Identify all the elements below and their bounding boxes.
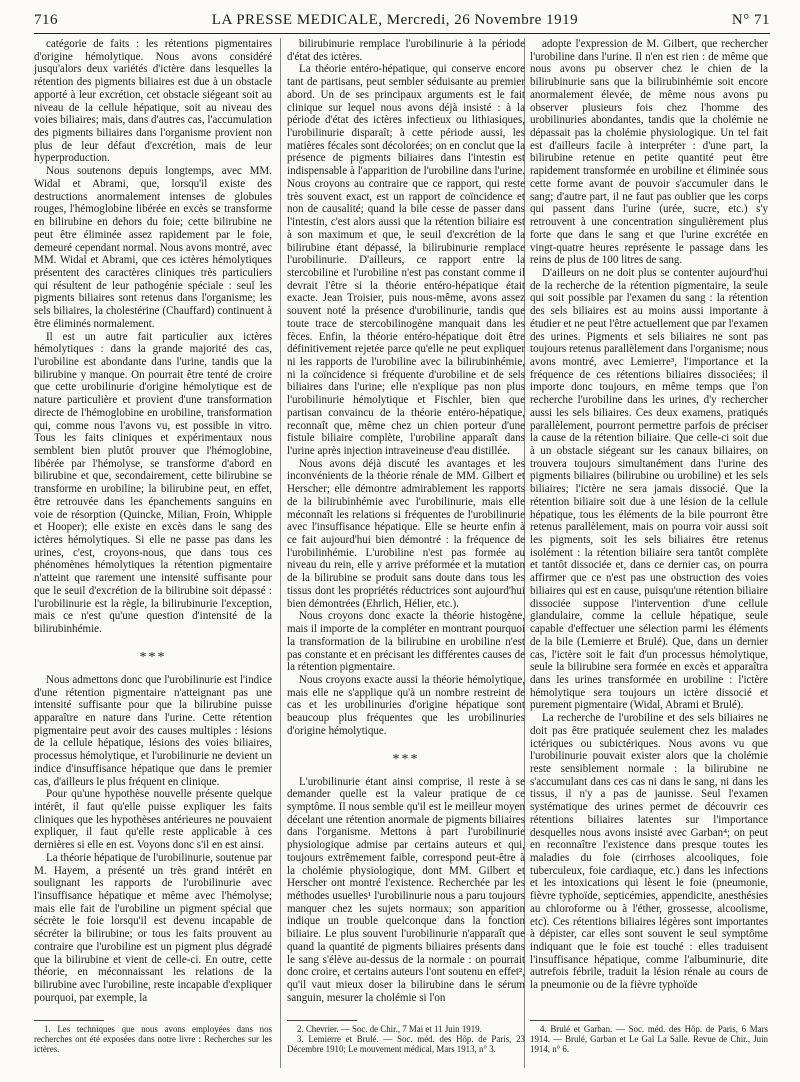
body-paragraph: Nous admettons donc que l'urobilinurie est l'indice d'une rétention pigmentaire n'atteignant pas une intensité suffisante pour que la bilirubine puisse apparaître en nature dans l'urine. Cette rétention pigmentaire peut avoir des causes multiples : lésions de la cellule hépatique, lésions des voies biliaires, processus hémolytique, et l'urobilinurie ne devient un indice d'insuffisance hépatique que dans le premier cas, d'ailleurs le plus fréquent en clinique. — [34, 673, 272, 788]
body-paragraph: L'urobilinurie étant ainsi comprise, il reste à se demander quelle est la valeur pratique de ce symptôme. Il nous semble qu'il est le meilleur moyen décelant une rétention anormale de pigments biliaires dans l'organisme. Mettons à part l'urobilinurie physiologique admise par certains auteurs et qui, toujours extrêmement faible, correspond peut-être à la cholémie physiologique, dont MM. Gilbert et Herscher ont montré l'existence. Recherchée par les méthodes usuelles¹ l'urobilinurie nous a paru toujours manquer chez les sujets normaux; son apparition indique un trouble quelconque dans la fonction biliaire. Le plus souvent l'urobilinurie n'apparaît que quand la quantité de pigments biliaires présents dans le sang s'élève au-dessus de la normale : on pourrait donc croire, et certains auteurs l'ont soutenu en effet², qu'il vaut mieux doser la bilirubine dans le sérum sanguin, mesurer la cholémie si l'on — [287, 775, 525, 1004]
body-paragraph: catégorie de faits : les rétentions pigmentaires d'origine hémolytique. Nous avons considéré jusqu'alors deux variétés d'ictère dans lesquelles la rétention des pigments biliaires est due à un obstacle apporté à leur excrétion, cet obstacle siégeant soit au niveau de la cellule hépatique, soit au niveau des voies biliaires; mais, dans d'autres cas, l'accumulation des pigments biliaires dans l'organisme provient non plus de leur défaut d'excrétion, mais de leur hyperproduction. — [34, 38, 272, 165]
body-paragraph: adopte l'expression de M. Gilbert, que rechercher l'urobiline dans l'urine. Il n'en est rien : de même que nous avons pu observer chez le chien de la bilirubinurie sans que la bilirubinhémie soit encore anormalement élevée, de même nous avons pu observer plusieurs fois chez l'homme des urobilinuries abondantes, tandis que la cholémie ne dépassait pas la cholémie physiologique. Un tel fait est d'ailleurs facile à interpréter : d'une part, la bilirubine retenue en petite quantité peut être rapidement transformée en urobiline et éliminée sous cette forme avant de pouvoir s'accumuler dans le sang; d'autre part, il ne faut pas oublier que les corps qui passent dans l'urine (urée, sucre, etc.) s'y retrouvent à une concentration singulièrement plus forte que dans le sang et que l'urine excrétée en vingt-quatre heures représente le passage dans les reins de plus de 100 litres de sang. — [530, 38, 768, 267]
column-1 — [34, 38, 272, 1004]
body-paragraph: Nous croyons exacte aussi la théorie hémolytique, mais elle ne s'applique qu'à un nombre restreint de cas et les urobilinuries d'origine hépatique sont beaucoup plus fréquentes que les urobilinuries d'origine hémolytique. — [287, 673, 525, 737]
body-paragraph: La théorie entéro-hépatique, qui conserve encore tant de partisans, peut sembler séduisante au premier abord. Un de ses principaux arguments est le fait clinique sur lequel nous avons déjà insisté : à la période d'état des ictères infectieux ou lithiasiques, l'urobilinurie disparaît; à cette période aussi, les matières fécales sont décolorées; on en conclut que la présence de pigments biliaires dans l'intestin est indispensable à l'apparition de l'urobiline dans l'urine. Nous croyons au contraire que ce rapport, qui reste très souvent exact, est un rapport de coïncidence et non de causalité; quand la bile cesse de passer dans l'intestin, c'est alors aussi que la rétention biliaire est à son maximum et que, le seuil d'excrétion de la bilirubine étant dépassé, la bilirubinurie remplace l'urobilinurie. D'ailleurs, ce rapport entre la stercobiline et l'urobiline n'est pas constant comme il devrait l'être si la théorie entéro-hépatique était exacte. Jean Troisier, puis nous-même, avons assez souvent noté la présence d'urobilinurie, tandis que toute trace de stercobilinogène manquait dans les fèces. Enfin, la théorie entéro-hépatique doit être définitivement rejetée parce qu'elle ne peut expliquer ni les rapports de l'urobiline avec la bilirubinhémie, ni la coïncidence si fréquente d'urobiline et de sels biliaires dans l'urine; elle n'explique pas non plus l'urobilinurie hémolytique et Fischler, bien que partisan convaincu de la théorie entéro-hépatique, reconnaît que, même chez un chien porteur d'une fistule biliaire complète, l'urobiline apparaît dans l'urine après injection intraveineuse d'eau distillée. — [287, 63, 525, 457]
column-3 — [530, 38, 768, 992]
footnote-rule — [34, 1020, 104, 1021]
footnote: 2. Chevrier. — Soc. de Chir., 7 Mai et 11 Juin 1919. — [297, 1024, 482, 1034]
column-2 — [287, 38, 525, 1004]
footnote-rule — [287, 1020, 357, 1021]
footnote: 4. Brulé et Garban. — Soc. méd. des Hôp. de Paris, 6 Mars 1914. — Brulé, Garban et Le Gal La Salle. Revue de Chir., Juin 1914, n° 6. — [530, 1024, 768, 1055]
body-paragraph: Nous soutenons depuis longtemps, avec MM. Widal et Abrami, que, lorsqu'il existe des destructions anormalement intenses de globules rouges, l'hémoglobine libérée en excès se transforme en bilirubine en dehors du foie; cette bilirubine ne peut être éliminée assez rapidement par le foie, demeuré cependant normal. Nous avons montré, avec MM. Widal et Abrami, que ces ictères hémolytiques présentent des caractères cliniques très particuliers qui résultent de leur pathogénie spéciale : seul les pigments biliaires sont retenus dans l'organisme; les sels biliaires, la cholestérine (Chauffard) continuent à être éliminés normalement. — [34, 165, 272, 330]
body-paragraph: D'ailleurs on ne doit plus se contenter aujourd'hui de la recherche de la rétention pigmentaire, la seule qui soit possible par l'examen du sang : la rétention des sels biliaires est au moins aussi importante à étudier et ne peut l'être actuellement que par l'examen des urines. Pigments et sels biliaires ne sont pas toujours retenus parallèlement dans l'organisme; nous avons montré, avec Lemierre³, l'importance et la fréquence de ces rétentions biliaires dissociées; il importe donc toujours, en même temps que l'on recherche l'urobiline dans les urines, d'y rechercher aussi les sels biliaires. Ces deux examens, pratiqués parallèlement, pourront permettre parfois de préciser la cause de la rétention biliaire. Que celle-ci soit due à un obstacle siégeant sur les canaux biliaires, on trouvera toujours simultanément dans l'urine des pigments biliaires (bilirubine ou urobiline) et les sels biliaires; l'ictère ne sera jamais dissocié. Que la rétention biliaire soit due à une lésion de la cellule hépatique, tous les éléments de la bile pourront être retenus parallèlement, mais on pourra voir aussi soit les pigments, soit les sels biliaires être retenus isolément : la rétention biliaire sera tantôt complète et tantôt dissociée et, dans ce dernier cas, on pourra affirmer que ce n'est pas une obstruction des voies biliaires qui est en cause, puisqu'une rétention biliaire dissociée suppose l'intervention d'une cellule glandulaire, comme la cellule hépatique, seule capable d'effectuer une sélection parmi les éléments de la bile (Lemierre et Brulé). Que, dans un dernier cas, l'ictère soit le fait d'un processus hémolytique, seule la bilirubine sera formée en excès et apparaîtra dans les urines transformée en urobiline : l'ictère hémolytique sera toujours un ictère dissocié et purement pigmentaire (Widal, Abrami et Brulé). — [530, 266, 768, 712]
publication-title: LA PRESSE MEDICALE, Mercredi, 26 Novembre 1919 — [211, 11, 579, 28]
section-separator: *** — [139, 649, 167, 665]
body-paragraph: La recherche de l'urobiline et des sels biliaires ne doit pas être pratiquée seulement chez les malades ictériques ou subictériques. Nous avons vu que l'urobilinurie pouvait exister alors que la cholémie reste sensiblement normale : la bilirubine ne s'accumulant dans ces cas ni dans le sang, ni dans les tissus, il n'y a pas de jaunisse. Seul l'examen systématique des urines permet de découvrir ces rétentions biliaires latentes sur l'importance desquelles nous avons insisté avec Garban⁴; on peut en reconnaître l'existence dans presque toutes les maladies du foie (cirrhoses alcooliques, foie tuberculeux, foie cardiaque, etc.) dans les infections et les intoxications qui lèsent le foie (pneumonie, fièvre typhoïde, septicémies, appendicite, anesthésies au chloroforme ou à l'éther, grossesse, alcoolisme, etc). Ces rétentions biliaires légères sont importantes à dépister, car elles sont souvent le seul symptôme indiquant que le foie est touché : elles traduisent l'insuffisance hépatique, comme l'albuminurie, dite autrefois fébrile, traduit la lésion rénale au cours de la pneumonie ou de la fièvre typhoïde — [530, 712, 768, 992]
body-paragraph: Nous croyons donc exacte la théorie histogène, mais il importe de la compléter en montrant pourquoi la transformation de la bilirubine en urobiline n'est pas constante et en précisant les différentes causes de la rétention pigmentaire. — [287, 610, 525, 674]
page-number: 716 — [34, 11, 58, 28]
footnotes-column-2 — [287, 1024, 525, 1055]
body-paragraph: bilirubinurie remplace l'urobilinurie à la période d'état des ictères. — [287, 38, 525, 63]
footnotes-column-1 — [34, 1024, 272, 1055]
footnote: 1. Les techniques que nous avons employées dans nos recherches ont été exposées dans notre livre : Recherches sur les ictères. — [34, 1024, 272, 1055]
body-paragraph: Pour qu'une hypothèse nouvelle présente quelque intérêt, il faut qu'elle puisse expliquer les faits cliniques que les hypothèses antérieures ne pouvaient expliquer, il faut qu'elle reste applicable à ces dernières si elle en est. Voyons donc s'il en est ainsi. — [34, 788, 272, 852]
body-paragraph: Nous avons déjà discuté les avantages et les inconvénients de la théorie rénale de MM. Gilbert et Herscher; elle démontre admirablement les rapports de la bilirubinhémie avec l'urobilinurie, mais elle méconnaît les relations si fréquentes de l'urobilinurie avec l'insuffisance hépatique. Elle se heurte enfin à ce fait aujourd'hui bien démontré : la fréquence de l'urobilinhémie. L'urobiline n'est pas formée au niveau du rein, elle y arrive préformée et la mutation de la bilirubine se produit sans doute dans tous les tissus dont les propriétés réductrices sont aujourd'hui bien démontrées (Ehrlich, Hélier, etc.). — [287, 457, 525, 610]
column-divider — [280, 38, 281, 1068]
footnotes-column-3 — [530, 1024, 768, 1055]
footnote: 3. Lemierre et Brulé. — Soc. méd. des Hôp. de Paris, 23 Décembre 1910; Le mouvement médical, Mars 1913, n° 3. — [287, 1034, 525, 1055]
issue-number: N° 71 — [731, 11, 770, 28]
running-header — [34, 8, 770, 32]
footnote-rule — [530, 1020, 600, 1021]
body-paragraph: La théorie hépatique de l'urobilinurie, soutenue par M. Hayem, a présenté un très grand intérêt en soulignant les rapports de l'urobilinurie avec l'insuffisance hépatique et même avec l'hémolyse; mais elle fait de l'urobiline un pigment spécial que sécrète le foie lorsqu'il est devenu incapable de sécréter la bilirubine; or tous les faits prouvent au contraire que l'urobiline est un pigment plus dégradé que la bilirubine et vient de celle-ci. En outre, cette théorie, en méconnaissant les relations de la bilirubine avec l'urobiline, reste incapable d'expliquer pourquoi, par exemple, la — [34, 851, 272, 1004]
body-paragraph: Il est un autre fait particulier aux ictères hémolytiques : dans la grande majorité des cas, l'urobiline est abondante dans l'urine, tandis que la bilirubine y manque. On pourrait être tenté de croire que cette urobilinurie d'origine hémolytique est de nature particulière et provient d'une transformation directe de l'hémoglobine en urobiline, transformation qui, comme nous l'avons vu, est possible in vitro. Tous les faits cliniques et expérimentaux nous semblent bien plutôt prouver que l'hémoglobine, libérée par l'hémolyse, se transforme d'abord en bilirubine et que, secondairement, cette bilirubine se transforme en urobiline; la bilirubine peut, en effet, être retrouvée dans les épanchements sanguins en voie de résorption (Quincke, Milian, Froin, Whipple et Hooper); elle existe en excès dans le sang des ictères hémolytiques. Si elle ne passe pas dans les urines, c'est, croyons-nous, que dans tous ces phénomènes hémolytiques la rétention pigmentaire n'atteint que rarement une intensité suffisante pour que le seuil d'excrétion de la bilirubine soit dépassé : l'urobilinurie est la règle, la bilirubinurie l'exception, mais ce n'est qu'une question d'intensité de la bilirubinhémie. — [34, 330, 272, 636]
section-separator: *** — [392, 751, 420, 767]
header-rule — [34, 33, 770, 34]
